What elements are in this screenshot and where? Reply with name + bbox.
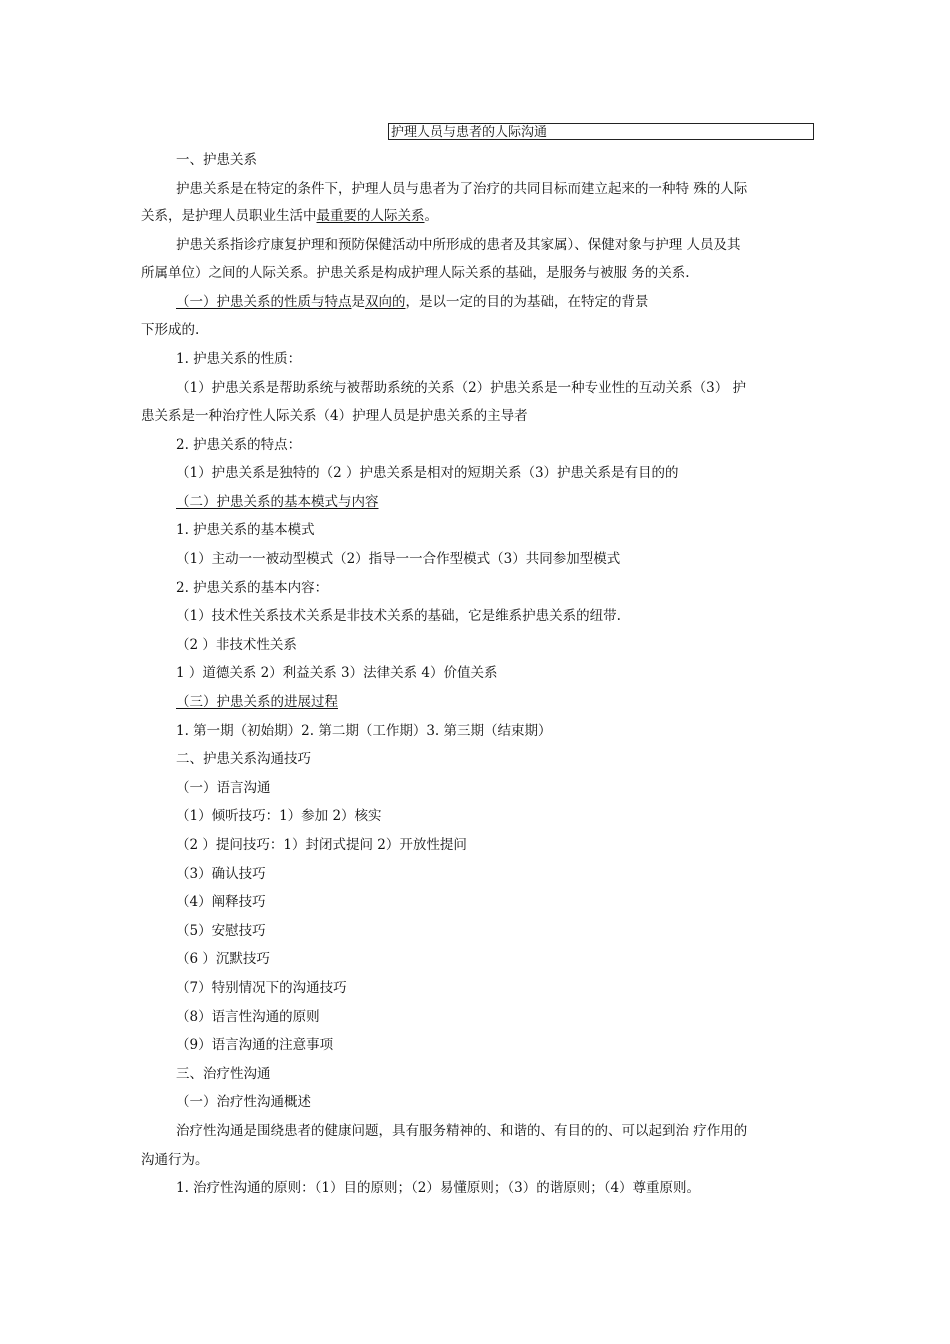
list-item: （2 ）非技术性关系 [176,637,297,653]
list-item: （4）阐释技巧 [176,894,266,910]
paragraph-line: 所属单位）之间的人际关系。护患关系是构成护理人际关系的基础，是服务与被服 务的关系. [141,265,690,281]
list-item: 1. 第一期（初始期）2. 第二期（工作期）3. 第三期（结束期） [176,723,552,739]
heading-2: 二、护患关系沟通技巧 [176,751,311,767]
list-item: 2. 护患关系的特点： [176,437,302,453]
list-item: 1 ）道德关系 2）利益关系 3）法律关系 4）价值关系 [176,665,498,681]
subheading: （一）治疗性沟通概述 [176,1094,311,1110]
subheading [176,692,338,712]
list-item: 2. 护患关系的基本内容： [176,580,329,596]
underlined-text: （三）护患关系的进展过程 [176,694,338,710]
underlined-text: 双向的 [365,294,406,310]
list-item: （1）主动一一被动型模式（2）指导一一合作型模式（3）共同参加型模式 [176,551,621,567]
text-run: ，是以一定的目的为基础，在特定的背景 [405,294,649,310]
heading-3: 三、治疗性沟通 [176,1066,271,1082]
subheading [176,492,379,512]
subheading: （一）语言沟通 [176,780,271,796]
text-run: 。 [424,208,438,224]
list-item: 1. 护患关系的性质： [176,351,302,367]
paragraph-line: 护患关系指诊疗康复护理和预防保健活动中所形成的患者及其家属）、保健对象与护理 人员及其 [176,237,741,253]
underlined-text: （一）护患关系的性质与特点 [176,294,352,310]
paragraph-line [141,206,438,226]
list-item: （1）护患关系是帮助系统与被帮助系统的关系（2）护患关系是一种专业性的互动关系（3） 护 [176,380,747,396]
list-item: （3）确认技巧 [176,866,266,882]
list-item: 1. 护患关系的基本模式 [176,522,315,538]
paragraph-line: 治疗性沟通是围绕患者的健康问题，具有服务精神的、和谐的、有目的的、可以起到治 疗作用的 [176,1123,748,1139]
list-item: （1）倾听技巧：1）参加 2）核实 [176,808,382,824]
list-item: 患关系是一种治疗性人际关系（4）护理人员是护患关系的主导者 [141,408,528,424]
heading-1: 一、护患关系 [176,152,257,168]
text-run: 是 [351,294,365,310]
list-item: （9）语言沟通的注意事项 [176,1037,334,1053]
paragraph-line: 沟通行为。 [141,1152,209,1168]
list-item: （5）安慰技巧 [176,923,266,939]
text-run: 关系，是护理人员职业生活中 [141,208,317,224]
list-item: （8）语言性沟通的原则 [176,1009,320,1025]
list-item: （1）技术性关系技术关系是非技术关系的基础，它是维系护患关系的纽带. [176,608,621,624]
paragraph-line: 护患关系是在特定的条件下，护理人员与患者为了治疗的共同目标而建立起来的一种特 殊的人际 [176,181,748,197]
list-item: （7）特别情况下的沟通技巧 [176,980,347,996]
list-item: 1. 治疗性沟通的原则：（1）目的原则；（2）易懂原则；（3）的谐原则；（4）尊重原则。 [176,1180,701,1196]
underlined-text: 最重要的人际关系 [316,208,425,224]
list-item: （2 ）提问技巧：1）封闭式提问 2）开放性提问 [176,837,467,853]
list-item: （1）护患关系是独特的（2 ）护患关系是相对的短期关系（3）护患关系是有目的的 [176,465,679,481]
document-title: 护理人员与患者的人际沟通 [388,123,814,140]
paragraph-line: 下形成的. [141,322,200,338]
underlined-text: （二）护患关系的基本模式与内容 [176,494,379,510]
paragraph-line [176,292,649,312]
list-item: （6 ）沉默技巧 [176,951,270,967]
